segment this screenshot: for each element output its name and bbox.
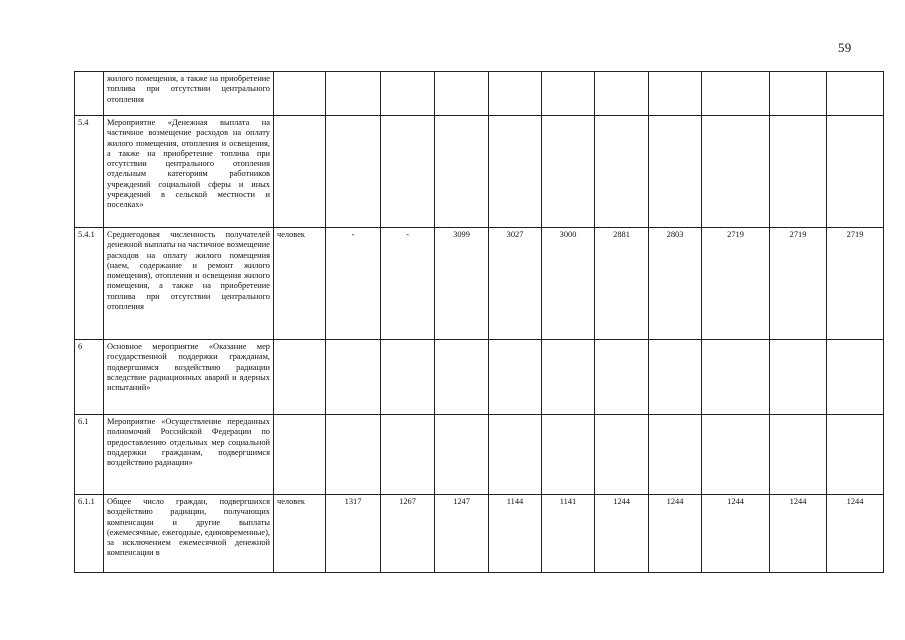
value-cell <box>827 72 884 116</box>
value-cell: 1244 <box>702 495 770 573</box>
value-cell <box>595 72 649 116</box>
value-cell <box>381 415 435 495</box>
value-cell <box>489 340 542 415</box>
value-cell <box>489 72 542 116</box>
value-cell <box>326 72 381 116</box>
row-number <box>75 72 104 116</box>
value-cell <box>435 415 489 495</box>
table-row <box>75 495 884 573</box>
value-cell <box>326 415 381 495</box>
value-cell <box>702 415 770 495</box>
row-description: Мероприятие «Осуществление переданных полномочий Российской Федерации по предоставлению отдельных мер социальной поддержки гражданам, подвергшимся воздействию радиации» <box>104 415 274 495</box>
value-cell: 2719 <box>827 228 884 340</box>
value-cell: 1244 <box>827 495 884 573</box>
row-number: 5.4 <box>75 116 104 228</box>
value-cell: 2719 <box>702 228 770 340</box>
row-number: 5.4.1 <box>75 228 104 340</box>
row-unit: человек <box>274 495 326 573</box>
row-unit <box>274 340 326 415</box>
row-unit <box>274 72 326 116</box>
value-cell: 2719 <box>770 228 827 340</box>
row-description: жилого помещения, а также на приобретение топлива при отсутствии центрального отопления <box>104 72 274 116</box>
table-row <box>75 415 884 495</box>
value-cell <box>595 116 649 228</box>
row-description: Основное мероприятие «Оказание мер государственной поддержки гражданам, подвергшимся воздействию радиации вследствие радиационных аварий и ядерных испытаний» <box>104 340 274 415</box>
value-cell <box>770 116 827 228</box>
value-cell <box>702 116 770 228</box>
value-cell: 1144 <box>489 495 542 573</box>
row-description: Мероприятие «Денежная выплата на частичное возмещение расходов на оплату жилого помещения, отопления и освещения, а также на приобретение топлива при отсутствии центрального отопления отдельным категориям работников учреждений социальной сферы и иных учреждений в сельской местности и поселках» <box>104 116 274 228</box>
table-row <box>75 116 884 228</box>
value-cell <box>827 116 884 228</box>
indicator-table <box>74 71 884 573</box>
value-cell: 1244 <box>595 495 649 573</box>
value-cell <box>542 415 595 495</box>
row-description: Общее число граждан, подвергшихся воздействию радиации, получающих компенсации и другие выплаты (ежемесячные, ежегодные, единовременные), за исключением ежемесячной денежной компенсации в <box>104 495 274 573</box>
row-unit: человек <box>274 228 326 340</box>
value-cell <box>649 72 702 116</box>
row-unit <box>274 116 326 228</box>
value-cell: 1244 <box>649 495 702 573</box>
value-cell: 1317 <box>326 495 381 573</box>
value-cell <box>542 116 595 228</box>
row-description: Среднегодовая численность получателей денежной выплаты на частичное возмещение расходов на оплату жилого помещения (наем, содержание и ремонт жилого помещения), отопления и освещения жилого помещения, а также на приобретение топлива при отсутствии центрального отопления <box>104 228 274 340</box>
value-cell <box>489 116 542 228</box>
row-number: 6.1.1 <box>75 495 104 573</box>
value-cell: 3099 <box>435 228 489 340</box>
value-cell: 1141 <box>542 495 595 573</box>
value-cell <box>326 116 381 228</box>
value-cell <box>381 116 435 228</box>
value-cell: - <box>381 228 435 340</box>
value-cell <box>770 340 827 415</box>
value-cell <box>595 340 649 415</box>
value-cell: 1247 <box>435 495 489 573</box>
value-cell <box>827 415 884 495</box>
value-cell <box>649 415 702 495</box>
value-cell: 3000 <box>542 228 595 340</box>
value-cell <box>649 116 702 228</box>
value-cell <box>702 340 770 415</box>
value-cell <box>770 415 827 495</box>
page-number: 59 <box>838 40 852 55</box>
value-cell <box>326 340 381 415</box>
table-row <box>75 72 884 116</box>
value-cell <box>827 340 884 415</box>
value-cell <box>770 72 827 116</box>
row-number: 6.1 <box>75 415 104 495</box>
row-unit <box>274 415 326 495</box>
value-cell <box>702 72 770 116</box>
value-cell <box>381 340 435 415</box>
value-cell <box>542 340 595 415</box>
row-number: 6 <box>75 340 104 415</box>
value-cell: 3027 <box>489 228 542 340</box>
value-cell <box>649 340 702 415</box>
value-cell <box>489 415 542 495</box>
table-row <box>75 228 884 340</box>
table-row <box>75 340 884 415</box>
value-cell <box>435 116 489 228</box>
value-cell <box>542 72 595 116</box>
value-cell: - <box>326 228 381 340</box>
value-cell <box>435 72 489 116</box>
value-cell <box>381 72 435 116</box>
value-cell: 1267 <box>381 495 435 573</box>
value-cell: 1244 <box>770 495 827 573</box>
value-cell: 2803 <box>649 228 702 340</box>
value-cell: 2881 <box>595 228 649 340</box>
value-cell <box>595 415 649 495</box>
value-cell <box>435 340 489 415</box>
